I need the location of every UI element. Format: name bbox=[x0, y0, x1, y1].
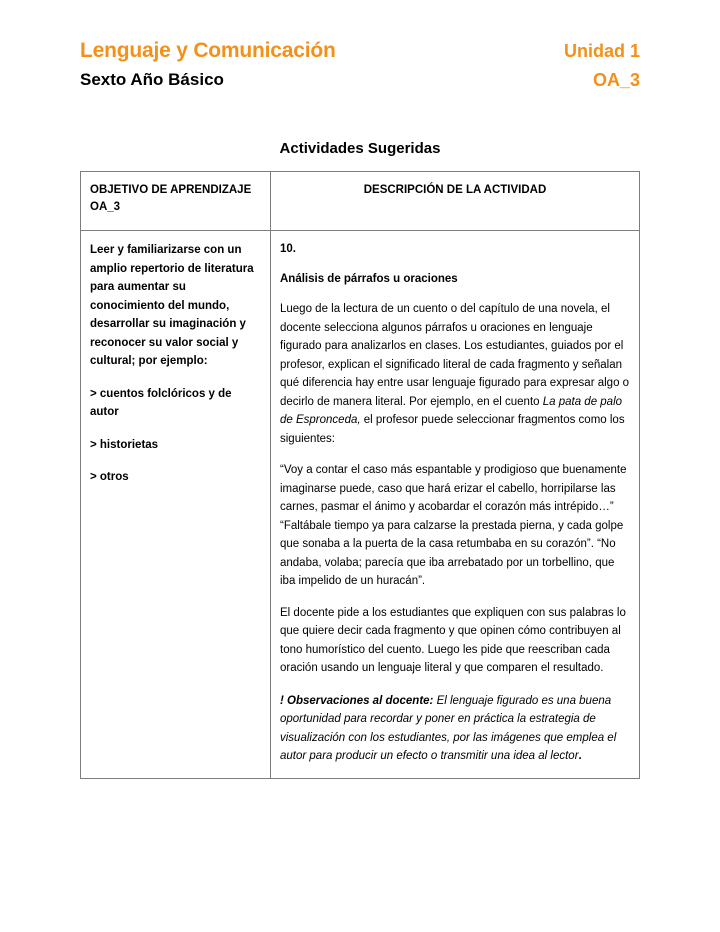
header-right-block bbox=[564, 38, 640, 92]
table-content-row bbox=[81, 231, 640, 779]
activity-subtitle: Análisis de párrafos u oraciones bbox=[280, 273, 458, 285]
grade-title: Sexto Año Básico bbox=[80, 70, 224, 89]
activity-paragraph-3: El docente pide a los estudiantes que expliquen con sus palabras lo que quiere decir cada fragmento y que opinen cómo contribuyen al tono humorístico del cuento. Luego les pide que reescriban cada oración usando un lenguaje literal y que comparen el resultado. bbox=[280, 606, 626, 674]
activity-number: 10. bbox=[280, 243, 296, 255]
header-left-block bbox=[80, 38, 336, 92]
activity-paragraph-1-before: Luego de la lectura de un cuento o del capítulo de una novela, el docente selecciona algunos párrafos u oraciones en lenguaje figurado para analizarlos en clases. Los estudiantes, guiados por el profesor, explican el significado literal de cada fragmento y señalan qué diferencia hay entre usar lenguaje figurado para expresar algo o decirlo de manera literal. Por ejemplo, en el cuento bbox=[280, 303, 630, 408]
activity-paragraph-1 bbox=[280, 300, 630, 448]
table-header-description: DESCRIPCIÓN DE LA ACTIVIDAD bbox=[271, 172, 640, 231]
objective-bullet-1: > cuentos folclóricos y de autor bbox=[90, 387, 232, 418]
activity-paragraph-2: “Voy a contar el caso más espantable y prodigioso que buenamente imaginarse puede, caso que hará erizar el cabello, horripilarse las carnes, pasmar el ánimo y acobardar el corazón más intrépido…” “Faltábale tiempo ya para calzarse la prestada pierna, y cada golpe que sonaba a la puerta de la casa retumbaba en su corazón”. “No andaba, volaba; parecía que iba arrebatado por un torbellino, que iba impelido de un huracán”. bbox=[280, 464, 627, 587]
activity-paragraph-1-after: el profesor puede seleccionar fragmentos como los siguientes: bbox=[280, 414, 625, 445]
activities-table bbox=[80, 171, 640, 779]
activity-paragraph-1-title: La pata de palo de Espronceda, bbox=[280, 395, 623, 426]
teacher-note-text: El lenguaje figurado es una buena oportunidad para recordar y poner en práctica la estrategia de visualización con los estudiantes, por las imágenes que emplea el autor para producir un efecto o transmitir una idea al lector bbox=[280, 694, 617, 762]
objective-bullet-2: > historietas bbox=[90, 438, 159, 451]
objective-cell bbox=[81, 231, 271, 779]
objective-text: Leer y familiarizarse con un amplio repertorio de literatura para aumentar su conocimiento del mundo, desarrollar su imaginación y reconocer su valor social y cultural; por ejemplo: bbox=[90, 244, 254, 367]
unit-title: Unidad 1 bbox=[563, 41, 640, 61]
table-header-row bbox=[81, 172, 640, 231]
table-header-objective: OBJETIVO DE APRENDIZAJE OA_3 bbox=[81, 172, 271, 231]
teacher-note-label: ! Observaciones al docente: bbox=[280, 694, 434, 707]
activity-cell bbox=[271, 231, 640, 779]
teacher-note bbox=[280, 692, 630, 766]
section-heading: Actividades Sugeridas bbox=[279, 140, 441, 157]
teacher-note-tail: . bbox=[578, 750, 582, 762]
objective-bullet-3: > otros bbox=[90, 471, 129, 483]
document-header bbox=[80, 38, 640, 92]
subject-title: Lenguaje y Comunicación bbox=[80, 39, 336, 62]
unit-oa-code: OA_3 bbox=[592, 70, 640, 90]
